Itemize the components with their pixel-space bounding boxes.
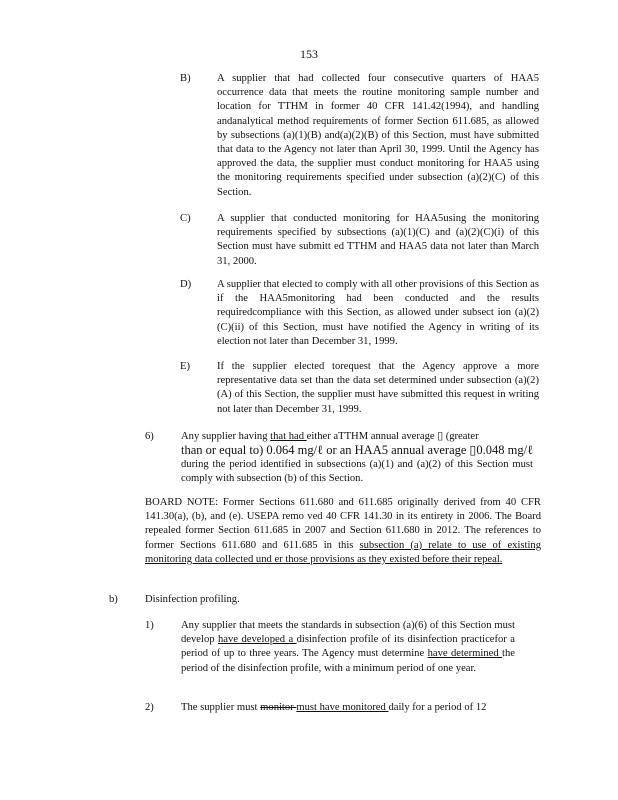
item-b2-t2: daily for a period of 12 <box>388 702 487 713</box>
board-note-text: BOARD NOTE: Former Sections 611.680 and 611.685 originally derived from 40 CFR 141.30(a), (b), and (e). USEPA remo ved 40 CFR 141.30 in its entirety in 2006. The Board repealed former Section 611.685 in 2007 and Section 611.680 in 2012. The references to former Sections 611.680 and 611.685 in this <box>145 497 541 551</box>
item-b2-text <box>181 701 515 715</box>
item-b1-u1: have developed a <box>218 634 297 646</box>
section-b-label: b) <box>109 594 118 605</box>
item-b2-label: 2) <box>145 702 154 713</box>
item-e-text: If the supplier elected torequest that the Agency approve a more representative data set than the data set determined under subsection (a)(2)(A) of this Section, the supplier must have submitted this request in writing not later than December 31, 1999. <box>217 361 539 415</box>
item-b1-t3: the period of the disinfection profile, with a minimum period of one year. <box>181 648 515 674</box>
item-6-line1-a: Any supplier having <box>181 431 271 442</box>
item-c-text: A supplier that conducted monitoring for HAA5using the monitoring requirements specified by subsections (a)(1)(C) and (a)(2)(C)(i) of this Section must have submitt ed TTHM and HAA5 data not later than March 31, 2000. <box>217 213 539 267</box>
item-e-label: E) <box>180 361 190 372</box>
item-d-label: D) <box>180 279 192 290</box>
item-b2-t1: The supplier must <box>181 702 261 713</box>
item-6-label: 6) <box>145 431 154 442</box>
item-6-line1-b: either aTTHM annual average ▯ (greater <box>306 431 479 442</box>
item-c-label: C) <box>180 213 191 224</box>
item-d-text: A supplier that elected to comply with all other provisions of this Section as if the HAA5monitoring had been conducted and the results requiredcompliance with this Section, as allowed under subsect ion (a)(2)(C)(ii) of this Section, must have notified the Agency in writing of its election not later than December 31, 1999. <box>217 279 539 347</box>
page-number: 153 <box>300 47 318 61</box>
item-6-line2: than or equal to) 0.064 mg/ℓ or an HAA5 annual average ▯0.048 mg/ℓ <box>181 443 534 457</box>
item-b1-t1: Any supplier that meets the standards in subsection (a)(6) of this Section must develop <box>181 620 515 646</box>
item-b-label: B) <box>180 73 191 84</box>
item-b1-text <box>181 619 515 676</box>
item-b2-struck: monitor <box>260 702 297 713</box>
item-b-text: A supplier that had collected four consecutive quarters of HAA5 occurrence data that meets the routine monitoring sample number and location for TTHM in former 40 CFR 141.42(1994), and handling andanalytical method requirements of former Section 611.685, as allowed by subsections (a)(1)(B) and(a)(2)(B) of this Section, must have submitted that data to the Agency not later than April 30, 1999. Until the Agency has approved the data, the supplier must conduct monitoring for HAA5 using the monitoring requirements specified under subsection (a)(2)(C) of this Section. <box>217 73 539 198</box>
board-note-underlined: subsection (a) relate to use of existing monitoring data collected und er those provisions as they existed before their repeal. <box>145 539 541 565</box>
item-6-line1-underlined: that had <box>270 431 307 442</box>
section-b-heading: Disinfection profiling. <box>145 594 240 605</box>
board-note <box>145 496 541 567</box>
item-b2-u1: must have monitored <box>296 702 389 713</box>
item-b1-u2: have determined <box>427 648 503 660</box>
item-6-line3: during the period identified in subsections (a)(1) and (a)(2) of this Section must comply with subsection (b) of this Section. <box>181 459 533 485</box>
item-b1-t2: disinfection profile of its disinfection practicefor a period of up to three years. The Agency must determine <box>181 634 515 660</box>
item-b1-label: 1) <box>145 620 154 631</box>
